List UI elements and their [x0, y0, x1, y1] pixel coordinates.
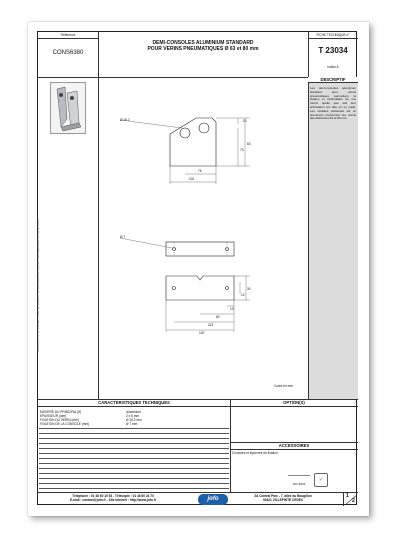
- dim-30: 30: [247, 287, 251, 291]
- char-label-0: MATIERE DU PRINCIPAL(S): [40, 410, 82, 414]
- jofo-logo: jofo: [198, 494, 228, 505]
- iso-certification: [288, 475, 310, 489]
- dim-hole-top: Ø 16.2: [120, 118, 130, 122]
- fiche-label: FICHE TECHNIQUE n°: [316, 33, 350, 37]
- dim-80: 80: [216, 315, 220, 319]
- page-total: 2: [352, 498, 355, 504]
- units-note: Cotes en mm: [274, 384, 293, 388]
- dim-width-76: 76: [198, 169, 202, 173]
- footer-phone: Téléphone : 01 48 60 10 53 - Télécopie : 01 48 60 24 70: [72, 494, 154, 498]
- footer-contact: [48, 494, 178, 502]
- dim-top-10: 10: [243, 119, 247, 123]
- footer-address: [243, 494, 323, 502]
- document-frame: [37, 31, 357, 505]
- technical-drawing: [100, 78, 306, 398]
- characteristics-labels: [40, 410, 120, 426]
- index-label: Indice A: [327, 65, 339, 69]
- accessories-text: Consoles et équerres de fixation.: [232, 451, 279, 455]
- certification-logo: ✓: [314, 473, 328, 487]
- dim-10b: 10: [230, 307, 234, 311]
- accessories-heading: ACCESSOIRES: [278, 443, 310, 448]
- description-heading: DESCRIPTIF: [308, 77, 358, 83]
- options-heading: OPTION(S): [283, 400, 305, 405]
- characteristics-heading: CARACTERISTIQUES TECHNIQUES: [98, 400, 170, 405]
- dim-120: 120: [199, 331, 205, 335]
- title-line-1: DEMI-CONSOLES ALUMINIUM STANDARD: [152, 40, 254, 46]
- footer-address-line1: ZA Central Parc - 7, allée du Bougillon: [254, 494, 312, 498]
- page-number: 1: [346, 493, 349, 499]
- char-label-2: FIXATION DU VERIN (mm): [40, 418, 79, 422]
- product-photo: [50, 82, 86, 134]
- document-sheet: [28, 22, 369, 516]
- char-value-3: Ø 7 mm: [126, 422, 138, 426]
- dim-height-63: 63: [247, 142, 251, 146]
- footer-address-line2: 93421 VILLEPINTE CEDEX: [262, 498, 304, 502]
- char-label-3: FIXATION DE LA CONSOLE (mm): [40, 422, 90, 426]
- description-text: Les demi-consoles aluminium standard pour vérins pneumatiques permettent la fixation et l'articulation de vos vérins quelle que soit leur articulation (en tête ou en pied). Les modèles présentés sur ce document concernent les vérins des diamètres 63 et 80 mm.: [310, 86, 356, 121]
- characteristics-values: [126, 410, 206, 426]
- dim-14: 14: [241, 293, 245, 297]
- char-value-2: Ø 16.2 mm: [126, 418, 142, 422]
- page-indicator: [344, 493, 358, 505]
- side-legal-note: Document non contractuel. Toute reproduction même partielle est interdite sans autorisation écrite de JOFO.: [36, 217, 40, 352]
- char-value-0: Aluminium: [126, 410, 141, 414]
- footer-email: E-mail : contact@jofo.fr - Site internet : http://www.jofo.fr: [69, 498, 157, 502]
- title-line-2: POUR VERINS PNEUMATIQUES Ø 63 et 80 mm: [147, 46, 259, 52]
- reference-label: Référence: [60, 33, 76, 37]
- reference-value: CONS6380: [52, 50, 84, 56]
- dim-113: 113: [208, 323, 214, 327]
- document-title: [100, 40, 306, 52]
- iso-label: ISO 9001: [292, 482, 306, 486]
- description-panel: [308, 77, 358, 399]
- dim-height-75: 75: [240, 148, 244, 152]
- dim-width-102: 102: [189, 177, 195, 181]
- fiche-number: T 23034: [318, 46, 348, 55]
- char-label-1: EPAISSEUR (mm): [40, 414, 67, 418]
- dim-hole-mid: Ø 7: [120, 235, 126, 239]
- char-value-1: 2 x 6 mm: [126, 414, 140, 418]
